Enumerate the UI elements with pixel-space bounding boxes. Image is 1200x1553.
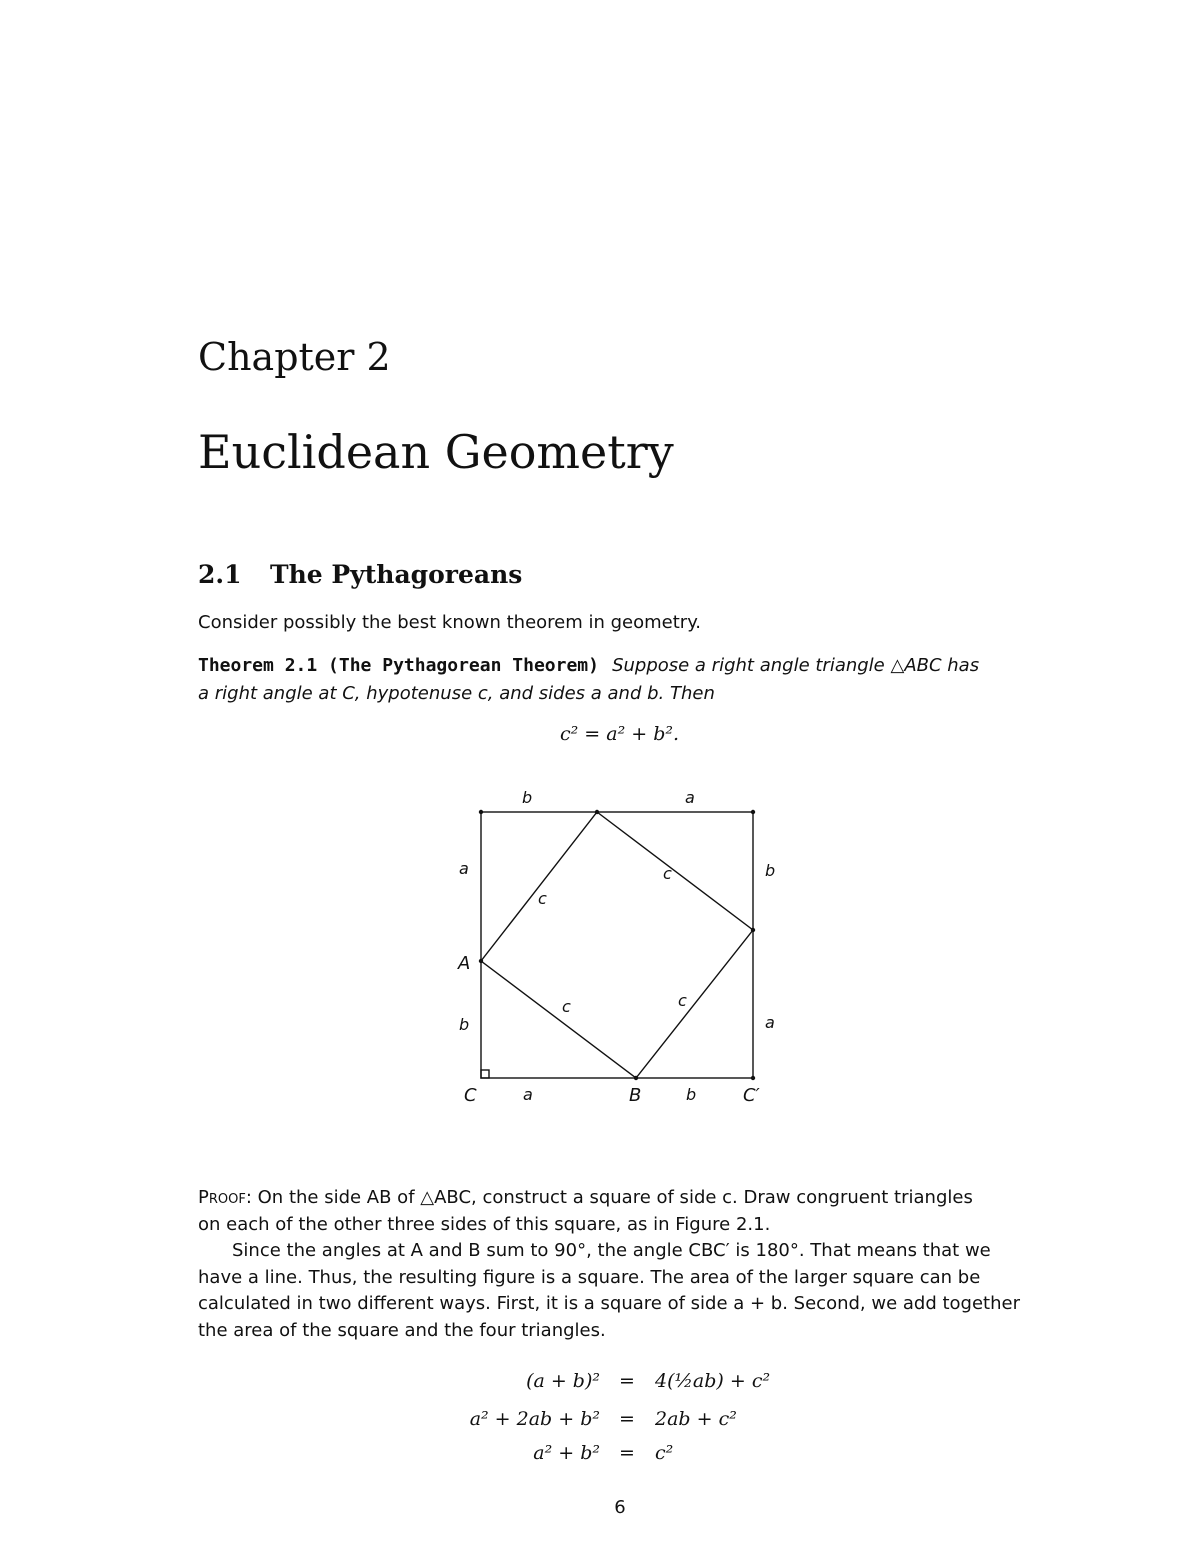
chapter-title: Euclidean Geometry [198,425,674,479]
page-number: 6 [614,1497,626,1518]
section-number: 2.1 [198,560,242,589]
label-bottom-b: b [686,1085,697,1104]
equation-1-lhs: (a + b)² [526,1370,600,1392]
equation-1-rhs: 4(½ab) + c² [655,1370,771,1392]
chapter-label: Chapter 2 [198,335,391,379]
label-left-a: a [459,859,469,878]
pythagorean-figure [440,780,800,1110]
label-left-b: b [459,1015,470,1034]
proof-keyword: Proof: [198,1187,252,1208]
label-c-3: c [562,997,571,1016]
equation-1-rel: = [619,1370,635,1392]
inner-square [481,812,753,1078]
equation-3-rel: = [619,1442,635,1464]
equation-3-rhs: c² [655,1442,674,1464]
theorem-equation: c² = a² + b². [560,723,680,745]
equation-3-lhs: a² + b² [533,1442,600,1464]
vertex-label-A: A [458,953,471,974]
theorem-block [198,655,979,676]
equation-2-rel: = [619,1408,635,1430]
label-c-2: c [663,864,672,883]
intro-paragraph: Consider possibly the best known theorem in geometry. [198,612,702,633]
proof-line-6: the area of the square and the four triangles. [198,1320,606,1341]
theorem-heading: Theorem 2.1 (The Pythagorean Theorem) [198,655,599,676]
equation-2-lhs: a² + 2ab + b² [469,1408,600,1430]
proof-line-2: on each of the other three sides of this square, as in Figure 2.1. [198,1214,771,1235]
label-bottom-a: a [523,1085,533,1104]
label-right-a: a [765,1013,775,1032]
proof-line-1 [198,1187,973,1208]
outer-square [481,812,753,1078]
theorem-line-2: a right angle at C, hypotenuse c, and sides a and b. Then [198,683,715,704]
vertex-label-C-prime: C′ [743,1085,760,1106]
label-c-1: c [538,889,547,908]
label-top-a: a [685,788,695,807]
proof-line-5: calculated in two different ways. First, it is a square of side a + b. Second, we add together [198,1293,1020,1314]
right-angle-marker [481,1070,489,1078]
label-top-b: b [522,788,533,807]
theorem-line-1: Suppose a right angle triangle △ABC has [612,655,980,676]
section-title: The Pythagoreans [270,560,523,589]
label-c-4: c [678,991,687,1010]
proof-line-3: Since the angles at A and B sum to 90°, the angle CBC′ is 180°. That means that we [232,1240,991,1261]
equation-2-rhs: 2ab + c² [655,1408,737,1430]
proof-line-4: have a line. Thus, the resulting figure is a square. The area of the larger square can be [198,1267,981,1288]
vertex-label-B: B [629,1085,642,1106]
proof-text-1: On the side AB of △ABC, construct a square of side c. Draw congruent triangles [257,1187,973,1208]
label-right-b: b [765,861,776,880]
vertex-label-C: C [464,1085,477,1106]
